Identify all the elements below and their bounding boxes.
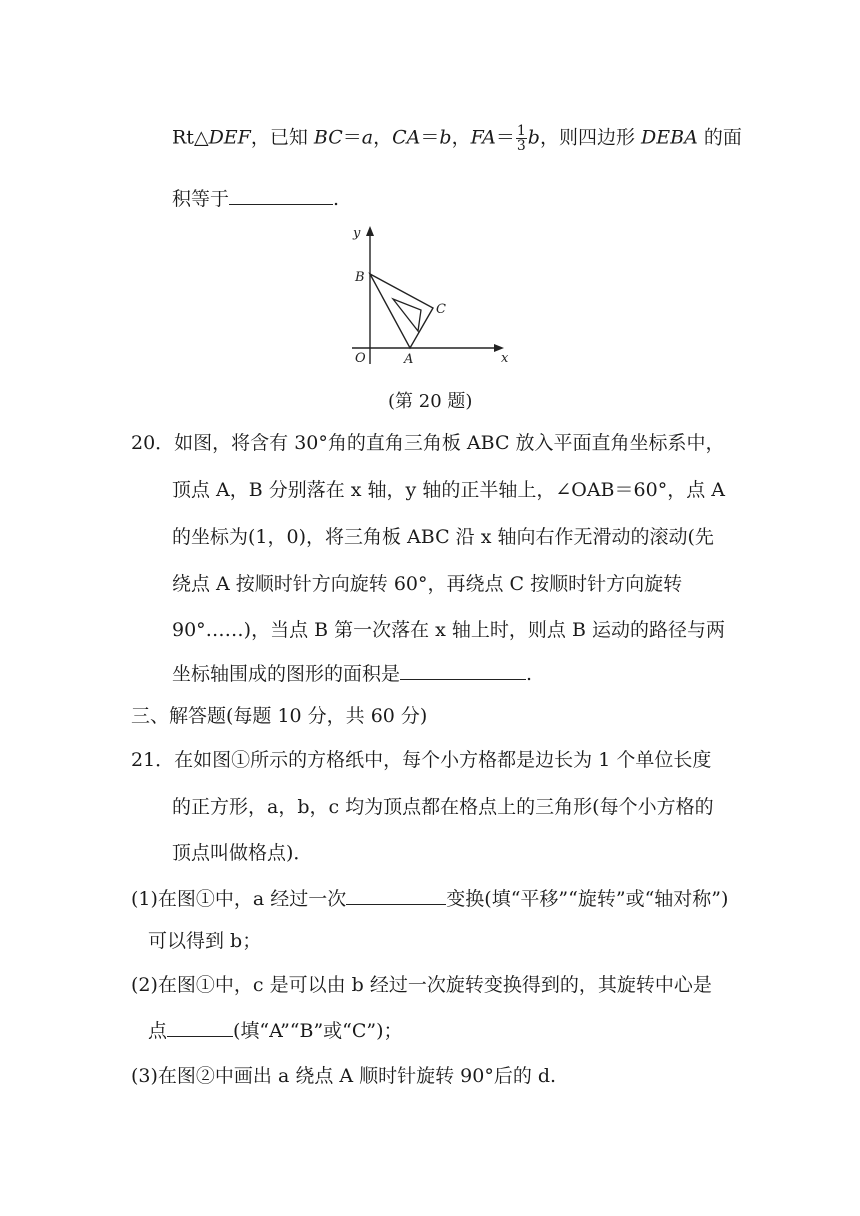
figure-caption: (第 20 题): [388, 391, 473, 412]
q19-line-2: [172, 186, 339, 211]
text: b: [527, 126, 540, 149]
b-label: B: [355, 270, 365, 285]
text: 点: [148, 1020, 168, 1042]
text: CA: [392, 126, 421, 149]
y-label: y: [353, 226, 361, 241]
text: FA: [470, 126, 496, 149]
y-axis-arrow: [366, 226, 374, 236]
q21-part3-line: (3)在图②中画出 a 绕点 A 顺时针旋转 90°后的 d.: [131, 1065, 557, 1087]
text: ＝: [420, 126, 440, 149]
text: ＝: [495, 126, 515, 149]
text: ，则四边形: [539, 126, 642, 149]
text: a: [361, 126, 374, 149]
text: BC: [313, 126, 343, 149]
text: .: [333, 188, 340, 210]
text: ，: [373, 126, 393, 149]
q20-line-3: 的坐标为(1，0)，将三角板 ABC 沿 x 轴向右作无滑动的滚动(先: [172, 526, 714, 548]
q20-line-2: 顶点 A，B 分别落在 x 轴，y 轴的正半轴上，∠OAB＝60°，点 A: [172, 479, 725, 501]
text: DEF: [208, 126, 251, 149]
answer-blank[interactable]: [400, 661, 526, 680]
answer-blank[interactable]: [167, 1018, 233, 1037]
q21-line-3: 顶点叫做格点)．: [172, 842, 313, 864]
answer-blank[interactable]: [229, 186, 333, 205]
q21-line-1: 21．在如图①所示的方格纸中，每个小方格都是边长为 1 个单位长度: [131, 749, 712, 771]
x-label: x: [501, 351, 509, 366]
q20-line-1: 20．如图，将含有 30°角的直角三角板 ABC 放入平面直角坐标系中，: [131, 432, 725, 454]
section-heading: 三、解答题(每题 10 分，共 60 分): [131, 705, 428, 727]
text: b: [439, 126, 452, 149]
fraction-numerator: 1: [516, 123, 526, 139]
text: 变换(填“平移”“旋转”或“轴对称”): [446, 888, 729, 910]
q20-line-6: [172, 661, 532, 686]
coordinate-figure: [346, 224, 526, 372]
q21-part2-line-2: [148, 1018, 403, 1043]
text: 坐标轴围成的图形的面积是: [172, 663, 401, 685]
text: .: [526, 663, 533, 685]
a-label: A: [404, 352, 414, 367]
answer-blank[interactable]: [346, 886, 446, 905]
q21-line-2: 的正方形，a，b，c 均为顶点都在格点上的三角形(每个小方格的: [172, 796, 714, 818]
inner-triangle: [393, 299, 421, 331]
text: Rt△: [172, 126, 209, 149]
c-label: C: [436, 302, 446, 317]
q20-line-5: 90°……)，当点 B 第一次落在 x 轴上时，则点 B 运动的路径与两: [172, 619, 725, 641]
text: DEBA: [641, 126, 698, 149]
text: 积等于: [172, 188, 230, 210]
q21-part1-line-2: 可以得到 b；: [148, 930, 262, 952]
q21-part2-line-1: (2)在图①中，c 是可以由 b 经过一次旋转变换得到的，其旋转中心是: [131, 974, 712, 996]
fraction-denominator: 3: [516, 138, 526, 154]
text: (填“A”“B”或“C”)；: [233, 1020, 403, 1042]
triangle-abc: [370, 274, 433, 348]
q20-line-4: 绕点 A 按顺时针方向旋转 60°，再绕点 C 按顺时针方向旋转: [172, 573, 683, 595]
text: ，已知: [250, 126, 314, 149]
o-label: O: [355, 351, 366, 366]
q19-line-1: [172, 124, 742, 153]
text: (1)在图①中，a 经过一次: [131, 888, 347, 910]
q21-part1-line-1: [131, 886, 728, 911]
fraction-one-third: [516, 124, 527, 153]
text: 的面: [697, 126, 742, 149]
text: ，: [451, 126, 471, 149]
text: ＝: [342, 126, 362, 149]
